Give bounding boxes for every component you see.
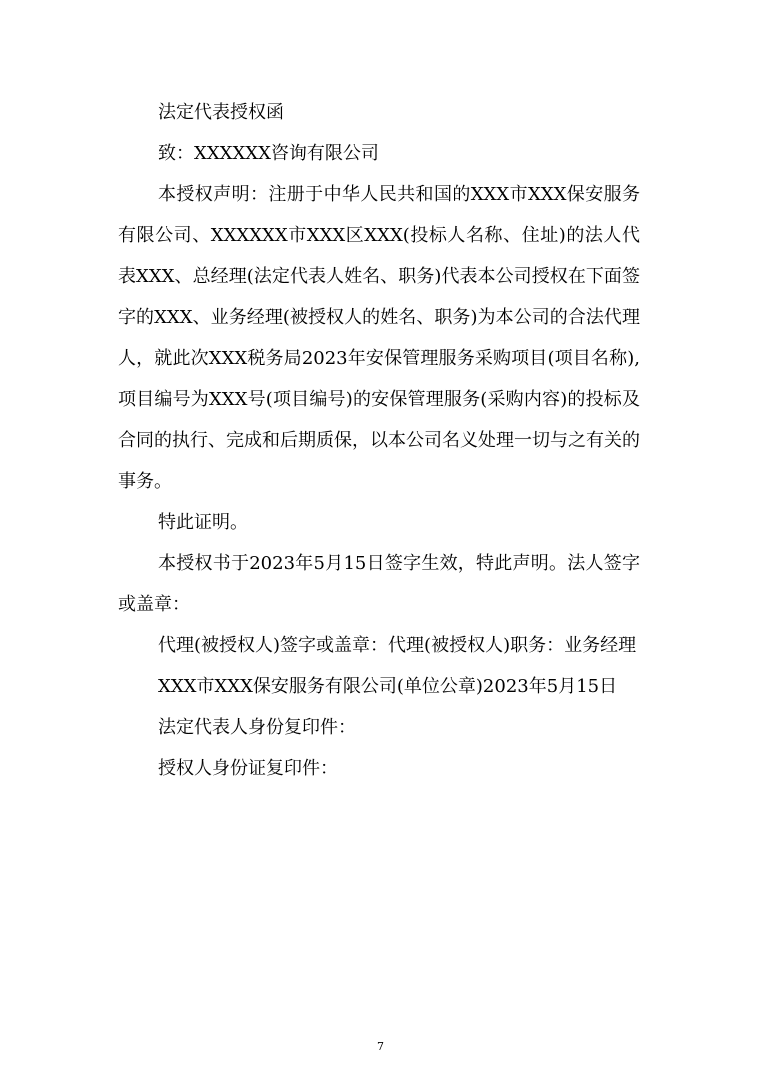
legal-rep-id-copy-line: 法定代表人身份复印件： bbox=[158, 717, 356, 738]
certification-line: 特此证明。 bbox=[158, 512, 248, 533]
document-title: 法定代表授权函 bbox=[158, 102, 284, 123]
effective-date-line: 本授权书于2023年5月15日签字生效，特此声明。法人签字或盖章： bbox=[118, 553, 640, 615]
authorized-id-copy-line: 授权人身份证复印件： bbox=[158, 758, 338, 779]
page-number: 7 bbox=[377, 1040, 384, 1053]
agent-signature-line: 代理(被授权人)签字或盖章：代理(被授权人)职务：业务经理 bbox=[158, 635, 637, 656]
authorization-statement: 本授权声明：注册于中华人民共和国的XXX市XXX保安服务有限公司、XXXXXX市XXX区XXX(投标人名称、住址)的法人代表XXX、总经理(法定代表人姓名、职务)代表本公司授权在下面签字的XXX、业务经理(被授权人的姓名、职务)为本公司的合法代理人，就此次XXX税务局2023年安保管理服务采购项目(项目名称),项目编号为XXX号(项目编号)的安保管理服务(采购内容)的投标及合同的执行、完成和后期质保，以本公司名义处理一切与之有关的事务。 bbox=[118, 184, 640, 492]
company-seal-line: XXX市XXX保安服务有限公司(单位公章)2023年5月15日 bbox=[158, 676, 618, 697]
document-body bbox=[118, 92, 640, 789]
addressee-line: 致：XXXXXX咨询有限公司 bbox=[158, 143, 379, 164]
